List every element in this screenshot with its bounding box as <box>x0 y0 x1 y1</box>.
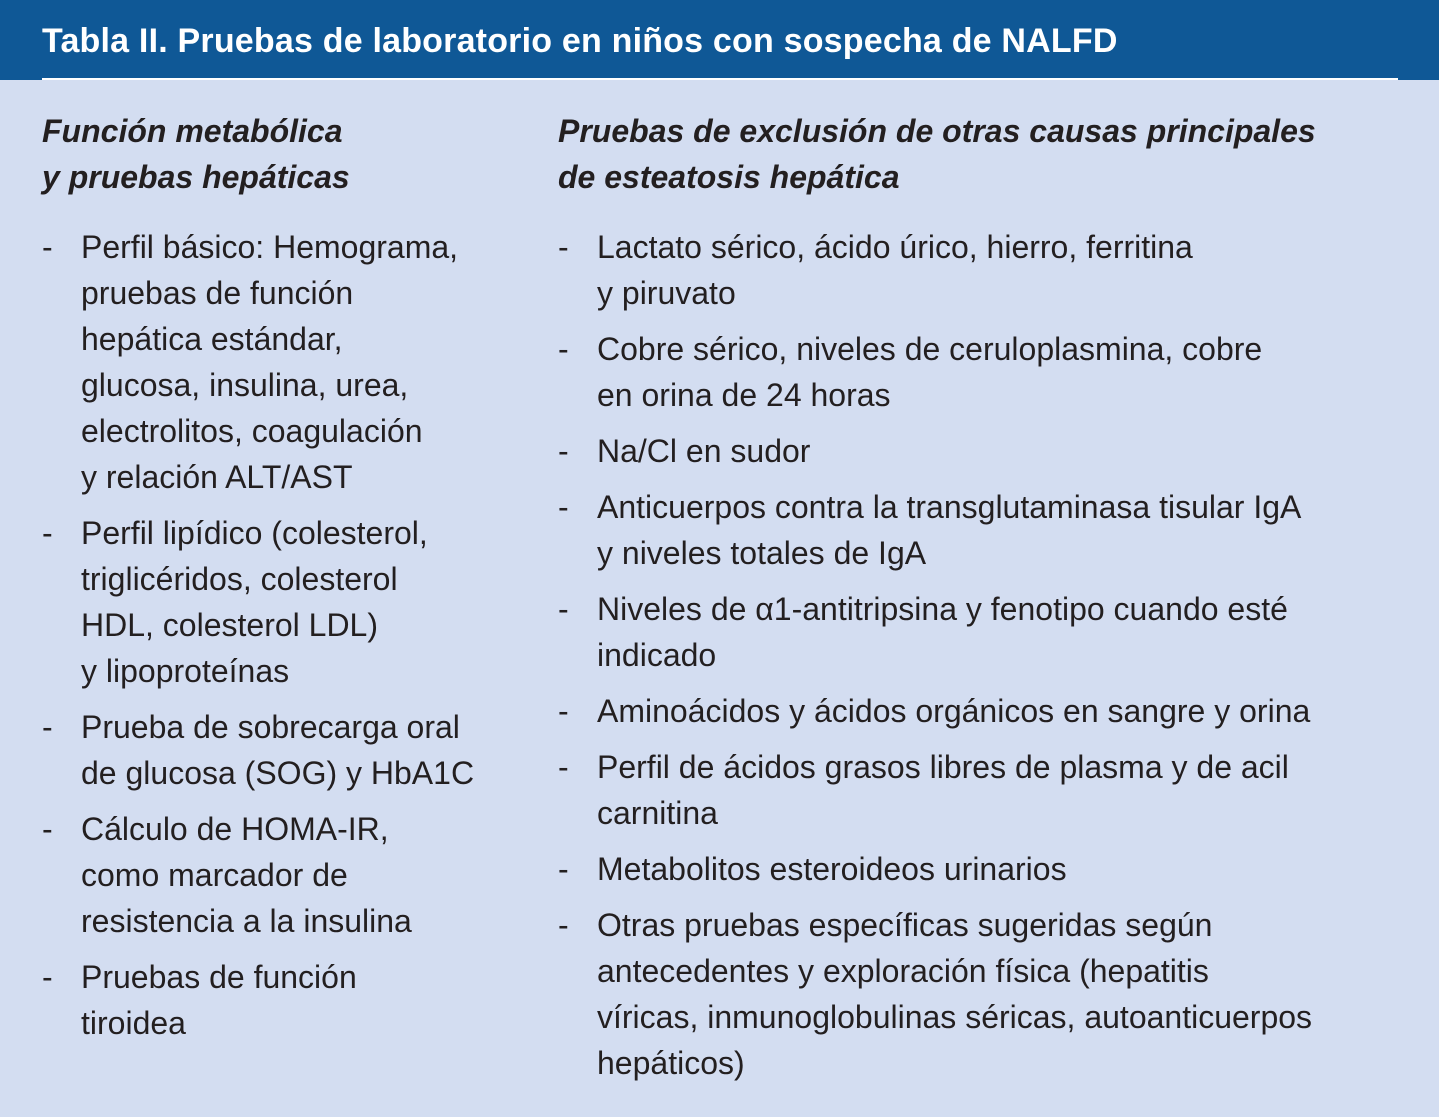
bullet-dash: - <box>42 959 53 995</box>
list-item <box>558 326 1418 418</box>
item-line: Cálculo de HOMA-IR, <box>81 811 389 847</box>
item-text <box>597 326 1418 418</box>
item-text <box>597 484 1418 576</box>
heading-line: y pruebas hepáticas <box>42 159 350 195</box>
item-line: Pruebas de función <box>81 959 357 995</box>
item-line: Otras pruebas específicas sugeridas según <box>597 907 1213 943</box>
table-header-bar <box>0 0 1439 80</box>
item-text <box>597 586 1418 678</box>
item-line: y piruvato <box>597 275 736 311</box>
list-item <box>558 846 1418 892</box>
list-item <box>558 586 1418 678</box>
list-item <box>558 688 1418 734</box>
item-line: carnitina <box>597 795 718 831</box>
bullet-dash: - <box>42 811 53 847</box>
bullet-dash: - <box>558 749 569 785</box>
item-line: pruebas de función <box>81 275 354 311</box>
list-item <box>558 744 1418 836</box>
item-line: hepática estándar, <box>81 321 343 357</box>
item-line: víricas, inmunoglobulinas séricas, autoanticuerpos <box>597 999 1313 1035</box>
item-line: electrolitos, coagulación <box>81 413 423 449</box>
item-text <box>81 806 522 944</box>
bullet-dash: - <box>558 229 569 265</box>
list-item <box>558 484 1418 576</box>
bullet-dash: - <box>558 489 569 525</box>
item-line: Perfil básico: Hemograma, <box>81 229 459 265</box>
item-line: antecedentes y exploración física (hepatitis <box>597 953 1209 989</box>
item-text <box>597 428 1418 474</box>
exclusion-tests-column <box>558 108 1418 1096</box>
bullet-dash: - <box>42 515 53 551</box>
item-line: de glucosa (SOG) y HbA1C <box>81 755 475 791</box>
bullet-dash: - <box>558 591 569 627</box>
item-line: hepáticos) <box>597 1045 745 1081</box>
column-heading-metabolic <box>42 108 522 200</box>
list-item <box>42 954 522 1046</box>
bullet-dash: - <box>558 433 569 469</box>
item-text <box>81 704 522 796</box>
item-line: Anticuerpos contra la transglutaminasa tisular IgA <box>597 489 1302 525</box>
item-line: y niveles totales de IgA <box>597 535 927 571</box>
metabolic-tests-list <box>42 224 522 1046</box>
item-line: resistencia a la insulina <box>81 903 412 939</box>
item-line: Perfil de ácidos grasos libres de plasma y de acil <box>597 749 1289 785</box>
item-text <box>81 510 522 694</box>
bullet-dash: - <box>558 331 569 367</box>
list-item <box>558 224 1418 316</box>
item-line: Aminoácidos y ácidos orgánicos en sangre y orina <box>597 693 1311 729</box>
item-line: en orina de 24 horas <box>597 377 891 413</box>
item-text <box>597 846 1418 892</box>
item-line: Na/Cl en sudor <box>597 433 811 469</box>
item-line: triglicéridos, colesterol <box>81 561 398 597</box>
item-text <box>597 744 1418 836</box>
item-line: tiroidea <box>81 1005 186 1041</box>
heading-line: de esteatosis hepática <box>558 159 900 195</box>
item-text <box>597 224 1418 316</box>
list-item <box>558 902 1418 1086</box>
item-line: Metabolitos esteroideos urinarios <box>597 851 1067 887</box>
item-text <box>81 954 522 1046</box>
bullet-dash: - <box>42 229 53 265</box>
item-text <box>597 688 1418 734</box>
header-divider <box>42 78 1398 80</box>
heading-line: Pruebas de exclusión de otras causas principales <box>558 113 1316 149</box>
column-heading-exclusion <box>558 108 1418 200</box>
item-line: glucosa, insulina, urea, <box>81 367 409 403</box>
list-item <box>558 428 1418 474</box>
item-line: Perfil lipídico (colesterol, <box>81 515 428 551</box>
list-item <box>42 510 522 694</box>
item-line: indicado <box>597 637 717 673</box>
item-line: como marcador de <box>81 857 348 893</box>
item-line: Niveles de α1-antitripsina y fenotipo cuando esté <box>597 591 1288 627</box>
item-line: Lactato sérico, ácido úrico, hierro, ferritina <box>597 229 1193 265</box>
list-item <box>42 806 522 944</box>
table-title: Tabla II. Pruebas de laboratorio en niños con sospecha de NALFD <box>42 22 1118 60</box>
item-line: y lipoproteínas <box>81 653 290 689</box>
item-text <box>81 224 522 500</box>
bullet-dash: - <box>42 709 53 745</box>
item-text <box>597 902 1418 1086</box>
list-item <box>42 224 522 500</box>
metabolic-function-column <box>42 108 522 1056</box>
item-line: y relación ALT/AST <box>81 459 353 495</box>
item-line: HDL, colesterol LDL) <box>81 607 378 643</box>
bullet-dash: - <box>558 851 569 887</box>
list-item <box>42 704 522 796</box>
exclusion-tests-list <box>558 224 1418 1086</box>
bullet-dash: - <box>558 693 569 729</box>
bullet-dash: - <box>558 907 569 943</box>
item-line: Prueba de sobrecarga oral <box>81 709 460 745</box>
item-line: Cobre sérico, niveles de ceruloplasmina, cobre <box>597 331 1263 367</box>
heading-line: Función metabólica <box>42 113 343 149</box>
